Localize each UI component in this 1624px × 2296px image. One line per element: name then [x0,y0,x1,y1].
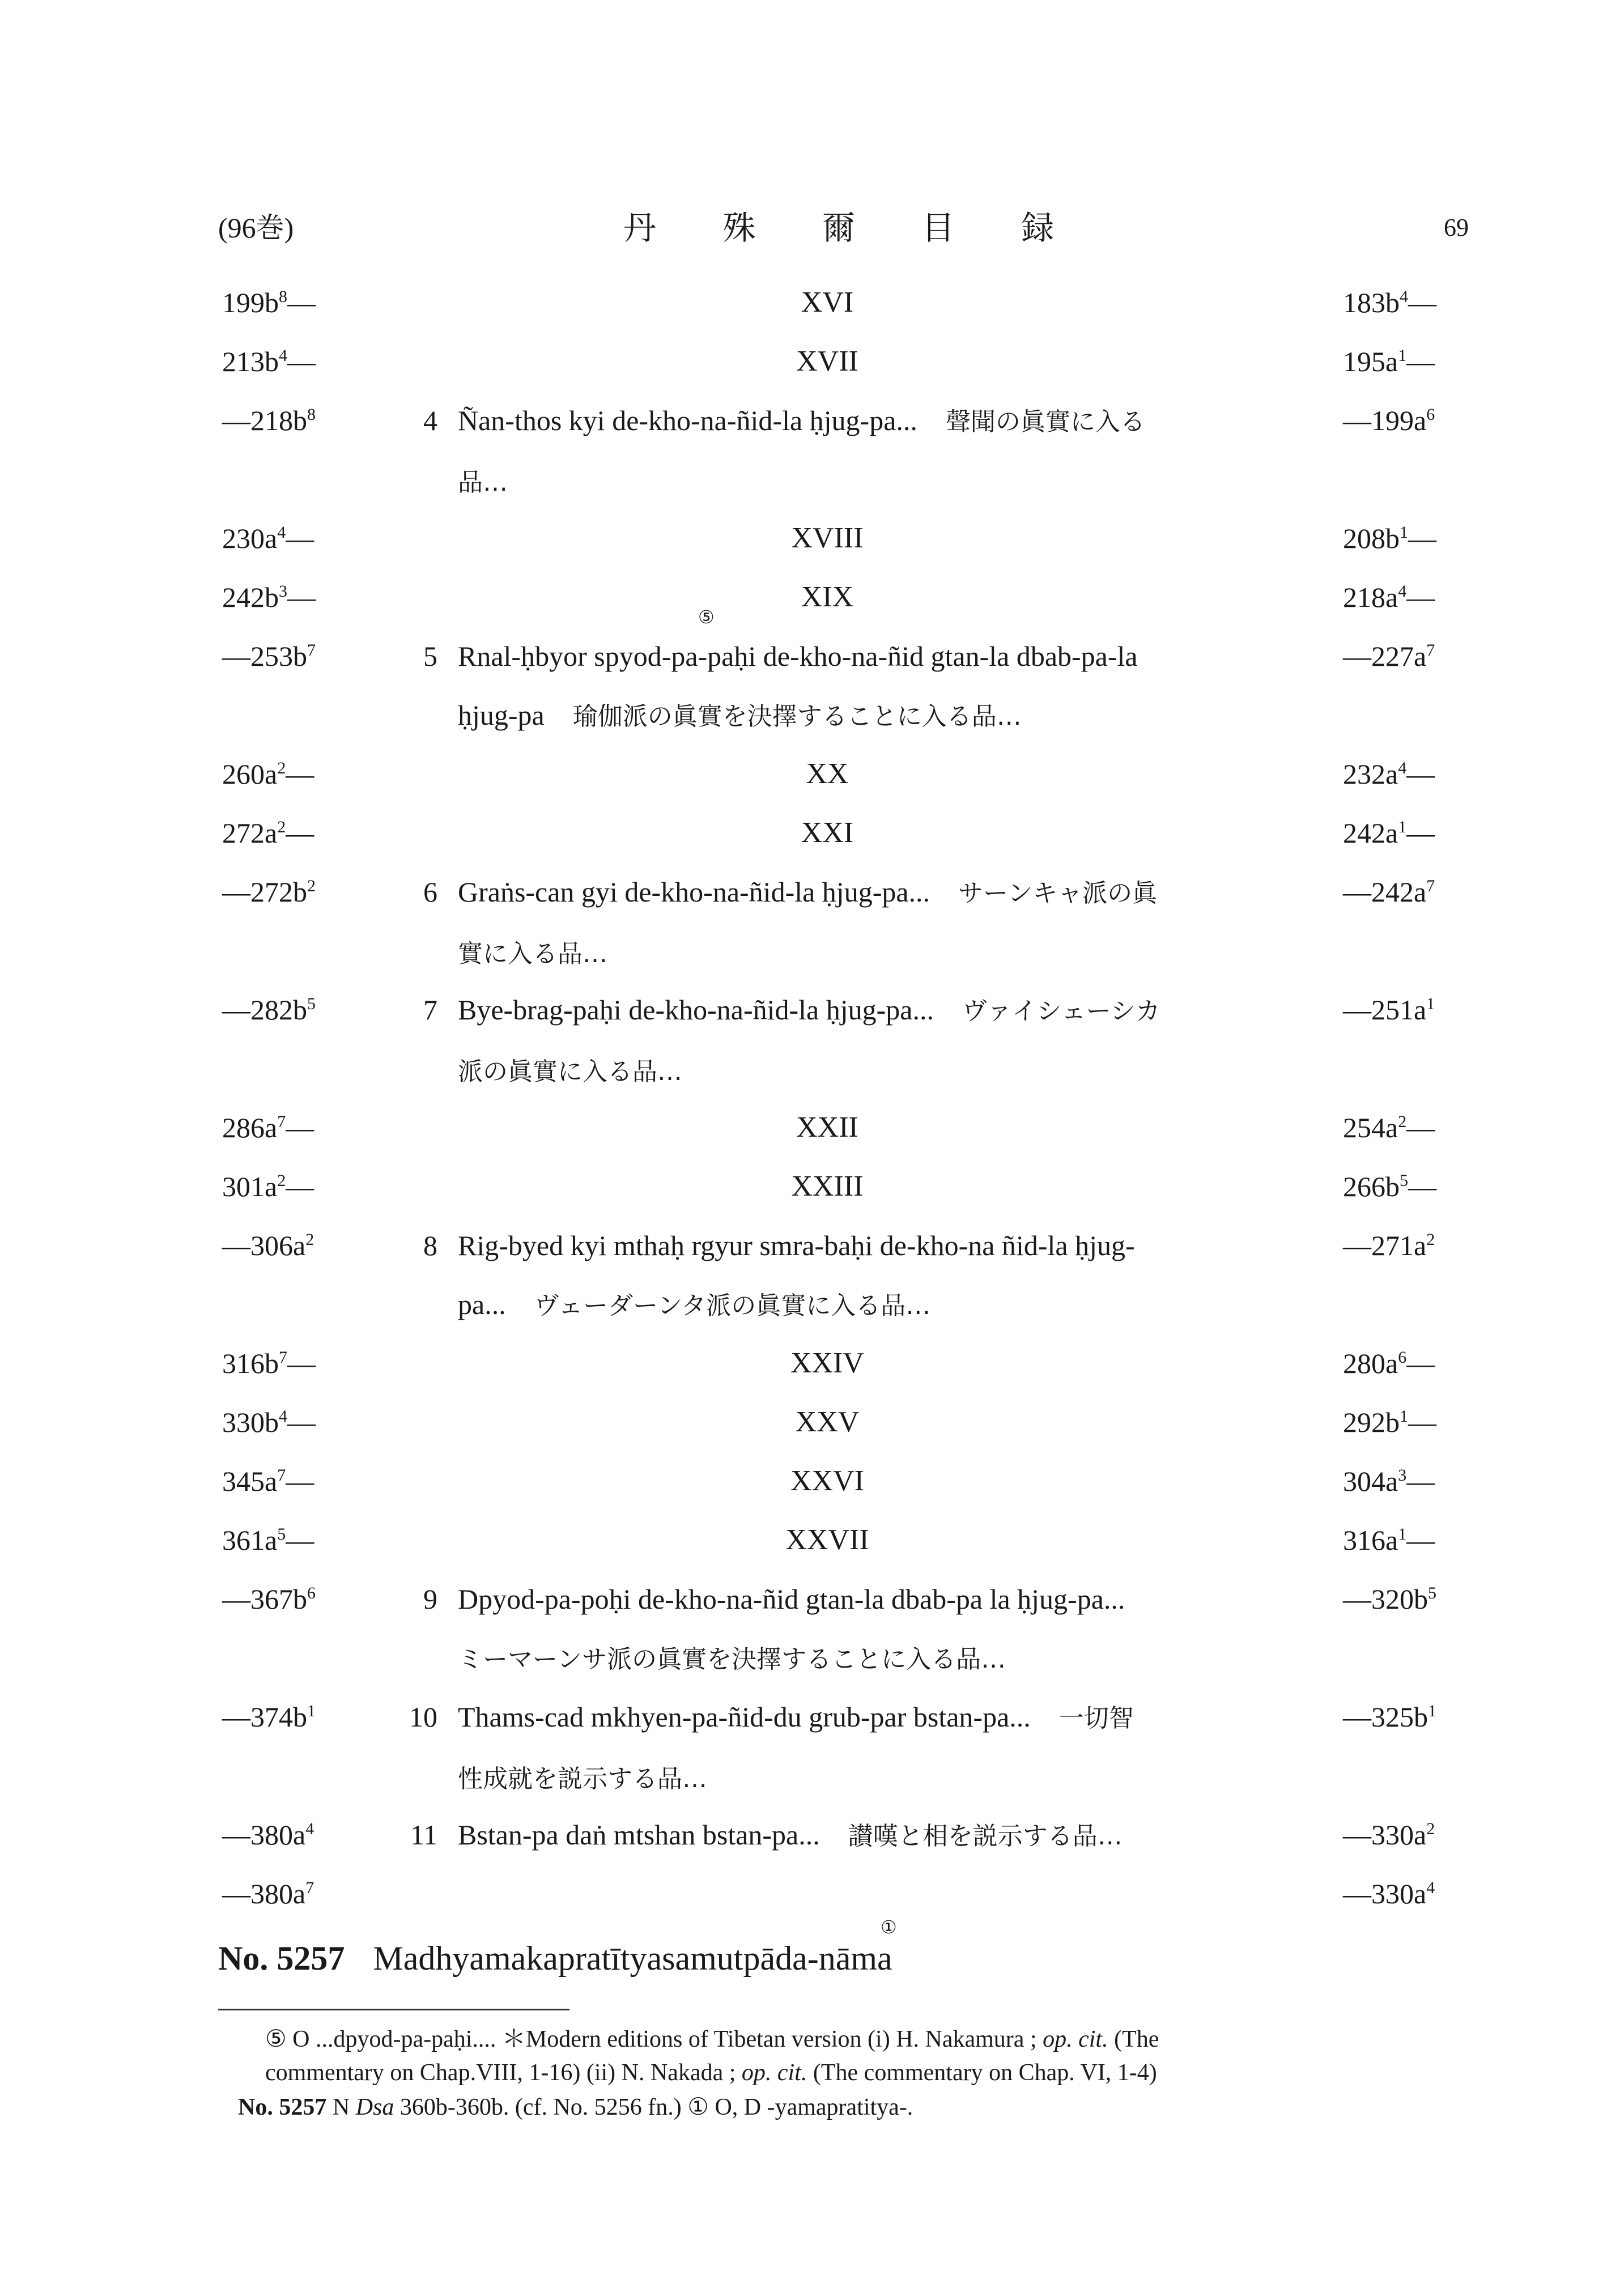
entry-row [0,391,1624,509]
left-folio-dash: — [286,522,314,554]
entry-number: 5 [423,640,437,672]
left-folio [222,1452,314,1511]
right-folio-text: 195a [1343,346,1398,377]
left-folio-line: 5 [277,1525,286,1544]
right-folio-line: 1 [1398,1525,1407,1544]
entry-row [0,862,1624,980]
entry-number: 9 [423,1583,437,1615]
japanese-title: 瑜伽派の眞實を決擇することに入る品… [572,702,1022,731]
left-folio-text: 213b [222,346,279,377]
tibetan-title: pa... [458,1289,506,1320]
section-row [0,509,1624,568]
right-folio-text: —330a [1343,1878,1427,1910]
right-folio [1343,1334,1435,1393]
volume-label: (96巻) [218,212,294,244]
japanese-title: ミーマーンサ派の眞實を決擇することに入る品… [458,1645,1006,1674]
left-folio-text: 301a [222,1171,278,1202]
japanese-title: ヴァイシェーシカ [962,997,1160,1026]
left-folio-dash: — [286,758,314,790]
chapter-numeral: XVII [796,345,858,377]
right-folio-dash: — [1406,758,1435,790]
page-number: 69 [1444,214,1469,241]
right-folio-dash: — [1406,1524,1435,1556]
entry-text [458,627,1291,746]
right-folio-line: 6 [1426,405,1435,424]
right-folio [1343,1805,1435,1864]
right-folio-dash: — [1408,1171,1436,1202]
left-folio-text: 242b [222,581,279,613]
right-folio-text: —227a [1343,640,1427,672]
chapter-numeral: XXVII [785,1524,869,1556]
right-folio [1343,627,1435,686]
entry-text [458,1570,1291,1689]
japanese-title: サーンキャ派の眞 [958,879,1158,908]
left-folio [222,1098,314,1157]
right-folio-dash: — [1408,522,1436,554]
footnote-line-3 [238,2090,913,2124]
right-folio [1343,273,1436,332]
left-folio-line: 2 [277,1171,286,1190]
entry-number: 4 [423,405,437,436]
left-folio-dash: — [287,581,316,613]
left-folio-dash: — [287,1406,316,1438]
left-folio [222,332,316,391]
section-row [0,1334,1624,1393]
right-folio [1343,980,1435,1039]
catalog-table [0,273,1624,1923]
left-folio-text: —282b [222,994,307,1026]
entry-number: 6 [423,876,437,908]
right-folio-text: 292b [1343,1406,1400,1438]
entry-number: 11 [410,1819,437,1851]
footnote-3-text: 360b-360b. (cf. No. 5256 fn.) [399,2094,682,2120]
entry-line [458,452,1291,512]
entry-line [458,862,1291,923]
right-folio-dash: — [1408,1406,1436,1438]
section-row [0,1157,1624,1216]
left-folio-dash: — [286,1524,314,1556]
left-folio-text: —380a [222,1819,306,1851]
right-folio-text: —251a [1343,994,1427,1026]
section-row [0,1098,1624,1157]
right-folio [1343,332,1435,391]
left-folio [222,1157,314,1216]
left-folio [222,627,316,686]
left-folio-text: —253b [222,640,307,672]
left-folio-line: 5 [307,994,316,1013]
footnote-mark-5-inline: ⑤ [698,606,715,628]
left-folio [222,1687,316,1746]
right-folio [1343,391,1435,450]
right-folio-text: —199a [1343,405,1427,436]
left-folio-text: 345a [222,1465,278,1497]
left-folio [222,1393,316,1452]
left-folio-line: 7 [279,1348,287,1367]
title-char: 目 [921,209,955,247]
right-folio-line: 1 [1398,818,1407,836]
tibetan-title: ḥjug-pa [458,699,545,731]
footnote-line-1 [265,2022,1159,2056]
chapter-numeral: XIX [801,581,854,613]
left-folio [222,1216,314,1275]
right-folio-line: 1 [1400,523,1408,542]
right-folio-line: 1 [1398,346,1407,365]
section-row [0,803,1624,862]
right-folio-text: —320b [1343,1583,1428,1615]
left-folio [222,273,316,332]
right-folio-text: 218a [1343,581,1398,613]
right-folio-line: 6 [1398,1348,1407,1367]
left-folio-line: 2 [307,877,316,895]
left-folio-line: 2 [277,818,286,836]
entry-row [0,1216,1624,1334]
left-folio-line: 8 [307,405,316,424]
footnote-rule [218,2009,569,2010]
entry-text [458,1216,1291,1336]
right-folio-line: 7 [1426,641,1435,660]
chapter-numeral: XVI [801,286,854,318]
japanese-title: 實に入る品… [458,939,607,968]
left-folio [222,862,316,921]
entry-line [458,1275,1291,1336]
right-folio-line: 2 [1426,1230,1435,1249]
footnote-mark-1: ① [880,1916,897,1938]
left-folio-text: 316b [222,1347,279,1379]
right-folio [1343,862,1435,921]
right-folio [1343,1098,1435,1157]
tibetan-title: Rig-byed kyi mthaḥ rgyur smra-baḥi de-kho-na ñid-la ḥjug- [458,1230,1135,1261]
chapter-numeral: XXVI [790,1465,864,1497]
left-folio-line: 7 [305,1878,314,1897]
right-folio-dash: — [1406,581,1435,613]
section-row [0,1511,1624,1570]
left-folio-dash: — [287,1347,316,1379]
section-row [0,1452,1624,1511]
title-char: 丹 [623,209,657,247]
right-folio [1343,1216,1435,1275]
left-folio-line: 3 [279,582,287,601]
right-folio [1343,509,1436,568]
left-folio [222,509,314,568]
left-folio-line: 4 [277,523,286,542]
left-folio-line: 8 [279,287,287,306]
tibetan-title: Ñan-thos kyi de-kho-na-ñid-la ḥjug-pa... [458,405,917,436]
footnote-3-tail: O, D -yamapratitya-. [715,2094,913,2120]
right-folio [1343,1157,1436,1216]
footnote-1-cit: op. cit. [1043,2026,1108,2052]
footnote-3-pre: N [332,2094,350,2120]
right-folio-dash: — [1408,287,1436,318]
entry-line [458,1687,1291,1748]
entry-line [458,923,1291,984]
entry-text [458,862,1291,984]
tibetan-title: Dpyod-pa-poḥi de-kho-na-ñid gtan-la dbab-pa la ḥjug-pa... [458,1583,1125,1615]
left-folio-dash: — [287,346,316,377]
chapter-numeral: XXIV [790,1347,864,1379]
japanese-title: 一切智 [1058,1704,1134,1733]
right-folio [1343,745,1435,803]
left-folio-text: —380a [222,1878,306,1910]
section-row [0,273,1624,332]
left-folio-line: 7 [277,1112,286,1131]
right-folio-text: —271a [1343,1230,1427,1261]
footnote-3-label: No. 5257 [238,2094,327,2120]
left-folio-line: 4 [279,1407,287,1426]
left-folio-text: 361a [222,1524,278,1556]
japanese-title: 讃嘆と相を説示する品… [848,1822,1123,1851]
right-folio-text: 242a [1343,817,1398,849]
right-folio-dash: — [1406,1347,1435,1379]
footnote-3-dsa: Dsa [355,2094,394,2120]
left-folio [222,745,314,803]
left-folio [222,1805,314,1864]
right-folio-dash: — [1406,1112,1435,1143]
right-folio-text: 316a [1343,1524,1398,1556]
right-folio-text: 232a [1343,758,1398,790]
tibetan-title: Graṅs-can gyi de-kho-na-ñid-la ḥjug-pa... [458,876,930,908]
entry-row [0,606,1624,745]
right-folio-text: 280a [1343,1347,1398,1379]
entry-text [458,1687,1291,1809]
right-folio-text: 304a [1343,1465,1398,1497]
left-folio-dash: — [286,1171,314,1202]
left-folio-text: 272a [222,817,278,849]
chapter-numeral: XXIII [791,1170,864,1202]
footnote-2-cit: op. cit. [741,2060,807,2086]
entry-number: 7 [423,994,437,1026]
left-folio-line: 6 [307,1584,316,1602]
title-char: 殊 [722,209,756,247]
left-folio-text: —367b [222,1583,307,1615]
entry-text [458,980,1291,1102]
tibetan-title: Rnal-ḥbyor spyod-pa-paḥi de-kho-na-ñid gtan-la dbab-pa-la [458,640,1138,672]
left-folio [222,803,314,862]
right-folio [1343,1570,1436,1629]
entry-row [0,980,1624,1098]
left-folio-text: 286a [222,1112,278,1143]
right-folio-dash: — [1406,346,1435,377]
left-folio-text: —306a [222,1230,306,1261]
footnote-2-tail: (The commentary on Chap. VI, 1-4) [813,2060,1157,2086]
footnote-1-text: O ...dpyod-pa-paḥi.... ＊Modern editions of Tibetan version (i) H. Nakamura ; [292,2026,1037,2052]
entry-line [458,1041,1291,1102]
footnote-2-text: commentary on Chap.VIII, 1-16) (ii) N. Nakada ; [265,2060,736,2086]
left-folio-text: 199b [222,287,279,318]
entry-line [458,980,1291,1041]
right-folio-text: —325b [1343,1701,1428,1733]
left-folio-text: 230a [222,522,278,554]
entry-line [458,686,1291,746]
tibetan-title: Bye-brag-paḥi de-kho-na-ñid-la ḥjug-pa... [458,994,934,1026]
japanese-title: 派の眞實に入る品… [458,1057,682,1086]
left-folio [222,568,316,627]
right-folio-line: 5 [1400,1171,1408,1190]
japanese-title: 品… [458,468,508,497]
right-folio-line: 3 [1398,1466,1407,1485]
right-folio-dash: — [1406,1465,1435,1497]
japanese-title: ヴェーダーンタ派の眞實に入る品… [534,1291,931,1320]
entry-line [458,391,1291,452]
right-folio-text: —242a [1343,876,1427,908]
left-folio [222,1570,316,1629]
left-folio-line: 4 [305,1819,314,1838]
section-row [0,332,1624,391]
right-folio-dash: — [1406,817,1435,849]
chapter-numeral: XXII [796,1111,858,1143]
catalog-number-heading [218,1916,897,1981]
right-folio [1343,1864,1435,1923]
title-char: 録 [1021,209,1054,247]
right-folio-line: 4 [1426,1878,1435,1897]
right-folio-line: 4 [1398,582,1407,601]
entry-line [458,1748,1291,1809]
chapter-numeral: XVIII [791,522,864,554]
right-folio-line: 1 [1426,994,1435,1013]
tibetan-title: Thams-cad mkhyen-pa-ñid-du grub-par bstan-pa... [458,1701,1031,1733]
left-folio-line: 2 [305,1230,314,1249]
japanese-title: 性成就を説示する品… [458,1764,707,1793]
left-folio-line: 7 [277,1466,286,1485]
left-folio-line: 2 [277,759,286,777]
left-folio-dash: — [286,1465,314,1497]
right-folio-line: 4 [1400,287,1408,306]
right-folio-line: 2 [1398,1112,1407,1131]
entry-row [0,1805,1624,1864]
right-folio-text: 183b [1343,287,1400,318]
entry-line [458,627,1291,686]
left-folio-line: 1 [307,1702,316,1720]
left-folio-text: 330b [222,1406,279,1438]
left-folio-line: 4 [279,346,287,365]
right-folio [1343,1687,1436,1746]
footnote-mark-5: ⑤ [265,2025,287,2052]
right-folio [1343,803,1435,862]
title-char: 爾 [822,209,855,247]
right-folio-text: 254a [1343,1112,1398,1143]
entry-line [458,1805,1291,1866]
left-folio [222,391,316,450]
entry-row [0,1570,1624,1687]
left-folio-dash: — [286,817,314,849]
section-row [0,568,1624,627]
left-folio [222,1511,314,1570]
left-folio-dash: — [286,1112,314,1143]
right-folio-line: 2 [1426,1819,1435,1838]
footnote-line-2 [265,2056,1157,2090]
entry-number: 10 [409,1701,437,1733]
entry-line [458,1629,1291,1689]
chapter-numeral: XXV [795,1406,860,1438]
entry-number: 8 [423,1230,437,1261]
section-row [0,745,1624,803]
right-folio-line: 4 [1398,759,1407,777]
chapter-numeral: XX [806,758,849,790]
left-folio-text: —374b [222,1701,307,1733]
right-folio-text: 208b [1343,522,1400,554]
entry-line [458,1570,1291,1629]
left-folio [222,1334,316,1393]
sanskrit-title-text: Madhyamakapratītyasamutpāda-nāma [373,1940,892,1977]
tibetan-title: Bstan-pa daṅ mtshan bstan-pa... [458,1819,820,1851]
left-folio-text: —272b [222,876,307,908]
right-folio-text: —330a [1343,1819,1427,1851]
right-folio-line: 7 [1426,877,1435,895]
right-folio [1343,1452,1435,1511]
end-row [0,1864,1624,1923]
right-folio [1343,568,1435,627]
left-folio-text: 260a [222,758,278,790]
entry-row [0,1687,1624,1805]
right-folio [1343,1511,1435,1570]
footnote-1-tail: (The [1114,2026,1159,2052]
right-folio [1343,1393,1436,1452]
sanskrit-title [373,1916,897,1977]
footnote-3-mark: ① [687,2093,709,2120]
left-folio-text: —218b [222,405,307,436]
entry-text [458,391,1291,512]
left-folio [222,980,316,1039]
right-folio-text: 266b [1343,1171,1400,1202]
entry-line [458,1216,1291,1275]
entry-text [458,1805,1291,1866]
left-folio-line: 7 [307,641,316,660]
catalog-number: No. 5257 [218,1940,345,1977]
right-folio-line: 1 [1400,1407,1408,1426]
right-folio-line: 1 [1428,1702,1436,1720]
chapter-numeral: XXI [801,817,854,849]
page-title [623,205,1054,250]
section-row [0,1393,1624,1452]
left-folio-dash: — [287,287,316,318]
right-folio-line: 5 [1428,1584,1436,1602]
left-folio [222,1864,314,1923]
japanese-title: 聲聞の眞實に入る [945,407,1145,436]
